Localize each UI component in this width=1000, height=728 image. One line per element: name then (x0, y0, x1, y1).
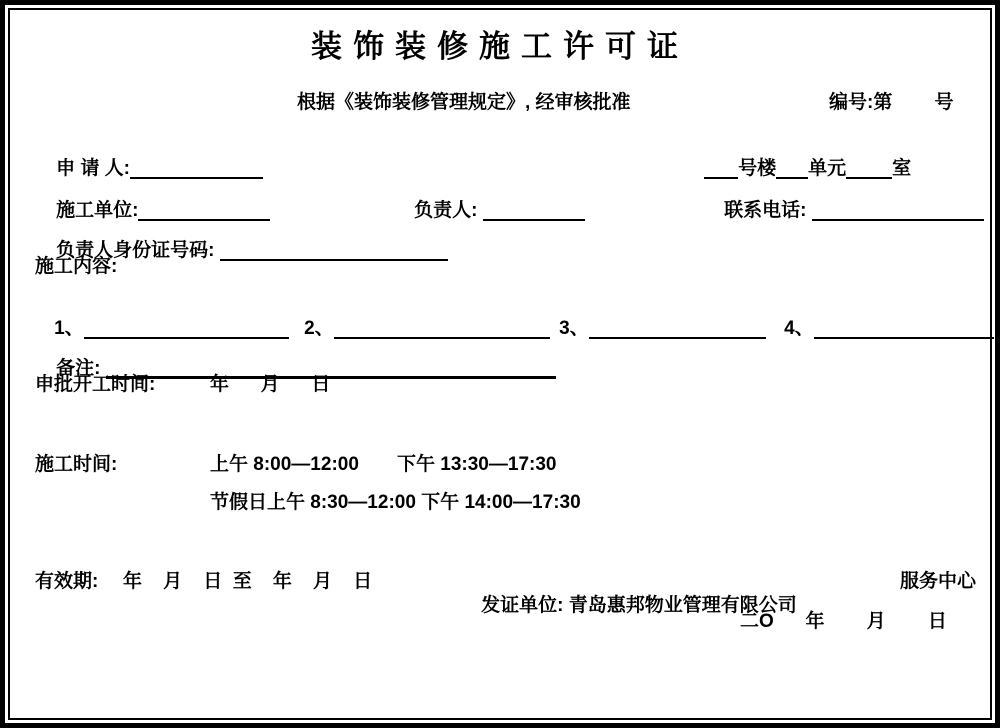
approved-start-value: 年 月 日 (210, 374, 331, 395)
unit-label: 单元 (808, 158, 847, 179)
document-subtitle: 根据《装饰装修管理规定》, 经审核批准 (297, 92, 631, 113)
work-time-label: 施工时间: (35, 454, 118, 475)
manager-blank-line (483, 200, 585, 221)
manager-label: 负责人: (414, 200, 478, 221)
item4-blank-line (814, 318, 994, 339)
work-time-weekday-am: 上午 8:00—12:00 (210, 454, 359, 475)
remark-blank-line (106, 357, 556, 379)
document-title: 装饰装修施工许可证 (311, 29, 689, 64)
item2-number: 2、 (304, 318, 334, 339)
item4-number: 4、 (784, 318, 814, 339)
approved-start-label: 申批开工时间: (35, 374, 156, 395)
phone-blank-line (812, 200, 984, 221)
issuer-name: 青岛惠邦物业管理有限公司 (568, 595, 797, 616)
contractor-label: 施工单位: (56, 200, 139, 221)
manager-id-blank-line (220, 240, 448, 261)
room-label: 室 (892, 158, 912, 179)
item3-blank-line (589, 318, 766, 339)
issuer-label: 发证单位: (481, 595, 564, 616)
content-item-4 (763, 293, 994, 365)
work-time-weekday-pm: 下午 13:30—17:30 (397, 454, 557, 475)
content-item-3 (538, 293, 766, 365)
content-label: 施工内容: (35, 256, 118, 277)
building-label: 号楼 (738, 158, 777, 179)
service-center-label: 服务中心 (900, 571, 977, 592)
serial-number-line: 编号:第 号 (829, 92, 954, 113)
item3-number: 3、 (559, 318, 589, 339)
issue-date-line: 二O 年 月 日 (740, 611, 947, 632)
phone-group (703, 175, 984, 247)
validity-label: 有效期: (35, 571, 99, 592)
phone-label: 联系电话: (724, 200, 807, 221)
remark-label: 备注: (56, 358, 101, 379)
manager-id-label: 负责人身份证号码: (56, 240, 215, 261)
item1-number: 1、 (54, 318, 84, 339)
validity-value: 年 月 日 至 年 月 日 (123, 571, 373, 592)
applicant-label: 申 请 人: (56, 158, 131, 179)
work-time-holiday: 节假日上午 8:30—12:00 下午 14:00—17:30 (210, 492, 581, 513)
